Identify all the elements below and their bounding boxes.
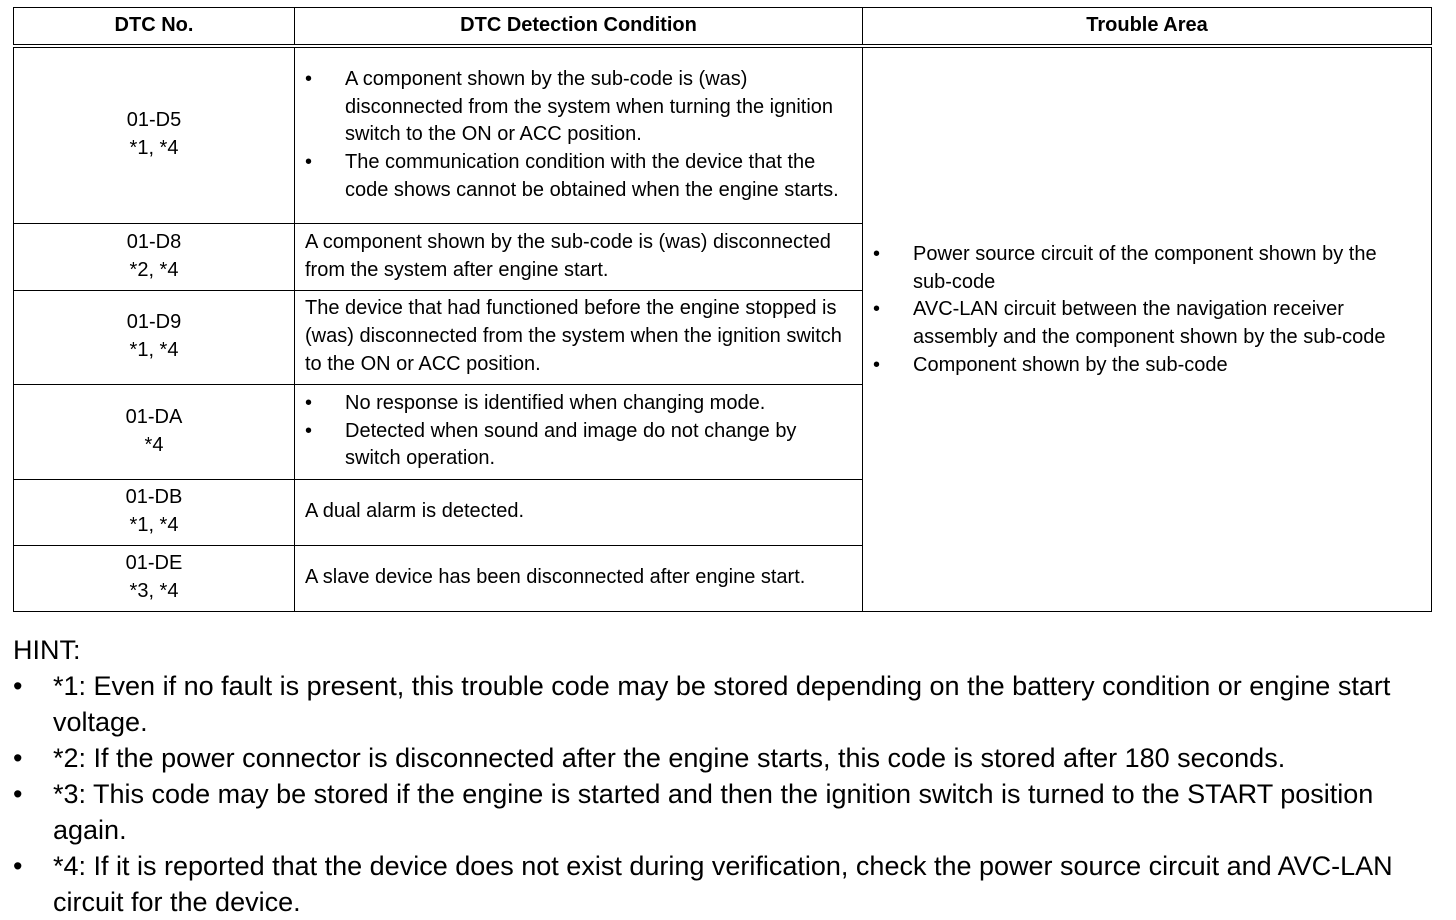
bullet: • — [305, 67, 313, 90]
dtc-note: *1, *4 — [129, 137, 179, 160]
condition-text: No response is identified when changing mode. — [345, 391, 766, 414]
dtc-code-cell — [14, 545, 295, 611]
dtc-code: 01-D9 — [126, 311, 182, 334]
condition-cell — [295, 545, 863, 611]
condition-text: A component shown by the sub-code is (was) disconnected from the system when turning the ignition switch to the ON or ACC position. — [345, 67, 834, 146]
list-item — [13, 848, 1443, 920]
dtc-code: 01-DA — [125, 405, 183, 428]
bullet: • — [873, 242, 881, 265]
hint-list — [13, 668, 1443, 920]
bullet: • — [873, 298, 881, 321]
trouble-area-list — [873, 241, 1411, 380]
condition-cell — [295, 223, 863, 290]
bullet: • — [13, 779, 23, 809]
dtc-code-cell — [14, 384, 295, 479]
condition-cell — [295, 290, 863, 384]
condition-text: The communication condition with the device that the code shows cannot be obtained when the engine starts. — [345, 151, 839, 201]
list-item — [305, 66, 854, 149]
bullet: • — [13, 743, 23, 773]
condition-cell — [295, 384, 863, 479]
dtc-table — [13, 7, 1432, 612]
condition-text: The device that had functioned before the engine stopped is (was) disconnected from the system when the ignition switch to the ON or ACC position. — [305, 297, 842, 375]
dtc-code-cell — [14, 479, 295, 545]
list-item — [873, 296, 1411, 352]
list-item — [305, 390, 854, 418]
table-header-row — [14, 8, 1432, 47]
dtc-code: 01-D8 — [126, 230, 182, 253]
trouble-area-text: AVC-LAN circuit between the navigation receiver assembly and the component shown by the sub-code — [913, 298, 1386, 349]
bullet: • — [305, 391, 313, 414]
condition-text: A component shown by the sub-code is (was) disconnected from the system after engine start. — [305, 230, 831, 281]
hint-text: *1: Even if no fault is present, this trouble code may be stored depending on the battery condition or engine start voltage. — [53, 671, 1391, 737]
dtc-note: *4 — [144, 433, 164, 456]
list-item — [13, 740, 1443, 776]
hint-title: HINT: — [13, 635, 81, 665]
header-dtc-no: DTC No. — [14, 8, 295, 47]
condition-list — [305, 66, 854, 205]
condition-cell — [295, 46, 863, 223]
bullet: • — [305, 151, 313, 174]
list-item — [305, 149, 854, 205]
hint-section — [13, 632, 1443, 920]
table-row — [14, 46, 1432, 223]
condition-list — [305, 390, 854, 473]
condition-text: A slave device has been disconnected after engine start. — [305, 566, 806, 589]
dtc-code-cell — [14, 223, 295, 290]
list-item — [873, 241, 1411, 297]
list-item — [13, 776, 1443, 848]
dtc-code: 01-DB — [125, 486, 183, 509]
dtc-note: *2, *4 — [129, 258, 179, 281]
dtc-note: *3, *4 — [129, 580, 179, 602]
condition-cell — [295, 479, 863, 545]
condition-text: A dual alarm is detected. — [305, 500, 525, 523]
trouble-area-text: Component shown by the sub-code — [913, 353, 1228, 376]
trouble-area-cell — [863, 46, 1432, 611]
list-item — [13, 668, 1443, 740]
dtc-note: *1, *4 — [129, 339, 179, 361]
hint-text: *3: This code may be stored if the engine is started and then the ignition switch is turned to the START position again. — [53, 779, 1374, 845]
hint-text: *4: If it is reported that the device does not exist during verification, check the power source circuit and AVC-LAN circuit for the device. — [53, 851, 1393, 917]
bullet: • — [13, 671, 23, 701]
list-item — [305, 418, 854, 474]
dtc-code: 01-D5 — [126, 109, 182, 132]
bullet: • — [873, 353, 881, 376]
bullet: • — [305, 419, 313, 442]
dtc-code-cell — [14, 290, 295, 384]
hint-text: *2: If the power connector is disconnected after the engine starts, this code is stored after 180 seconds. — [53, 743, 1286, 773]
dtc-code: 01-DE — [125, 552, 183, 575]
list-item — [873, 352, 1411, 380]
bullet: • — [13, 851, 23, 881]
dtc-code-cell — [14, 46, 295, 223]
condition-text: Detected when sound and image do not change by switch operation. — [345, 419, 797, 470]
dtc-note: *1, *4 — [129, 514, 179, 536]
trouble-area-text: Power source circuit of the component shown by the sub-code — [913, 242, 1377, 293]
header-detection-condition: DTC Detection Condition — [295, 8, 863, 47]
header-trouble-area: Trouble Area — [863, 8, 1432, 47]
